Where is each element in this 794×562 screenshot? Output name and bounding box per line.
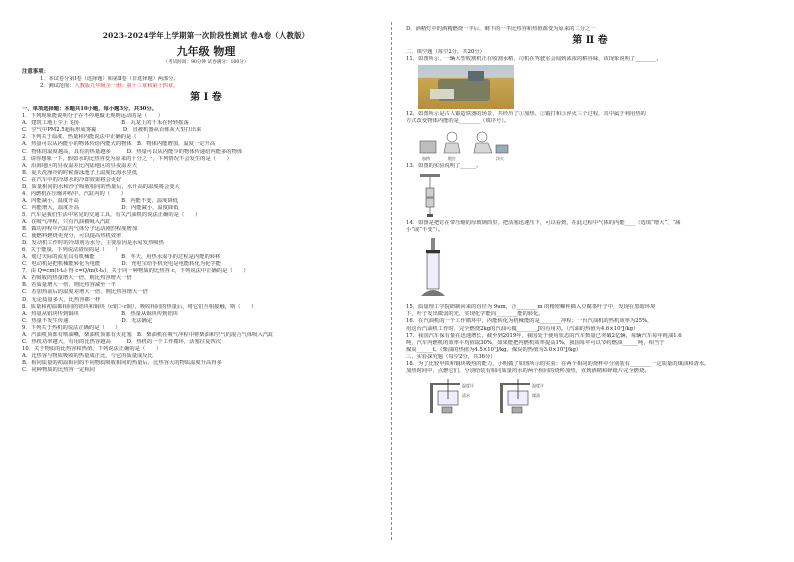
part1-line: D．发动机工作时的冷却剂为水分，主要原因是水易发热吸热 [22,240,164,247]
q15-line-2: 下，叶子发出微弱的光，实现化学能向________能的转化。 [406,311,544,318]
part1-title: 第 Ⅰ 卷 [190,92,222,104]
q18-figure [418,377,774,415]
forging-illustration [418,127,510,161]
part1-line: A．划过天际的流星具有机械能 B．冬天，用热水湿手的过程是内能的转移 [22,254,221,261]
part1-line: D．无论质量多大，比热容都一样 [22,296,101,303]
part1-line: C．若加热前后的温度差增大一倍，则比热容增大一倍 [22,289,148,296]
part1-line: 1．下列现象能说明分子在不停地做无规则运动的是（ ） [22,113,164,120]
part1-line: 8．质量和初温都相同的铝块和铜块（c铝＞c铜），吸收相同的热量后，将它们互相接触，则（ ） [22,303,257,310]
part1-line: B．做功冲程中汽缸内气体分子运动剧烈程度增加 [22,226,138,233]
part1-line: D．质量相同的水和沙子吸收相同的热量后，水升高的温度将会变大 [22,183,180,190]
q18-line-1: 18．为了比较甲铁和铜块吸热的能力，小明做了如图所示的实验：在两个相同的烧杯中分别装有________一定质量的煤油和清水。 [406,360,710,367]
notes-title: 注意事项： [22,69,49,76]
fig12-label-quench: 淬火 [496,156,504,162]
part1-line: C．内能增大，温度升高 D．内能减小，温度降低 [22,204,179,211]
part1-line: 10．关于物质的比热容和热值，下列说法正确的是（ ） [22,345,162,352]
q10-option-d: D．酒精灯中的酒精燃烧一半后，剩下的一半比热容和热值都变为原来的二分之一 [406,26,596,32]
q16-line-1: 16．在汽油机的一个工作循环中，内能转化为机械能的是________冲程；一台汽油机的热机效率为25%， [406,318,653,325]
section-head-experiment: 三、实验探究题（每空2分，共36分） [406,353,496,360]
part1-line: A．建筑工地上尘土飞扬 B．丸龙上的千禾在轻轻摇荡 [22,120,189,127]
part1-line: A．热量可以从内能小的物体传给内能大的物体 B．物体内能增加，温度一定升高 [22,141,216,148]
q18-line-2: 加热时间中，点燃它们，分别给装有相同质量的水的两个相同的烧杯加热，直到酒精和碎纸片完全燃烧。 [406,367,650,374]
fig18-label-kerosene: 煤油 [532,392,540,398]
part1-line: A．若吸收的热量增大一倍，则比热容增大一倍 [22,275,132,282]
lead-blocks-diagram [418,172,442,218]
part1-line: A．内能减小，温度升高 B．内能不变，温度降低 [22,197,179,204]
part1-line: A．热量从铝块传到铜块 B．热量从铜块传到铝块 [22,310,179,317]
q12-figure [418,127,774,161]
q11: 11．如图所示，一辆大型收割机正在收割水稻，司机在驾驶室会闻到浓浓的稻谷味，该现象说明了________。 [406,56,662,63]
part1-line: A．沿海地区的昼夜温差比内陆地区的昼夜温差大 [22,162,138,169]
note-item-2 [22,83,390,90]
harvester-image [438,79,490,101]
part1-line: 4．内燃机在压缩冲程中，汽缸内的（ ） [22,190,127,197]
part1-line: B．相同质量的初温相同的不同物质吸收相同的热量后，比热容大的物质温度升高得多 [22,359,222,366]
part1-line: B．夏天洗澡冷的时候游泳池子上温度比海水里低 [22,169,138,176]
burning-experiment-diagram [418,377,568,415]
part1-line: 3．请你想象一下，假如水的比热容变为原来的十分之一，下列情况不会发生的是（ ） [22,155,232,162]
fig12-label-forge: 锻打 [448,156,456,162]
fig12-label-heat: 加热 [422,156,430,162]
section-head-choice: 一、单项选择题：本题共10小题，每小题3分，共30分。 [22,106,157,113]
column-divider [391,22,392,540]
right-column [406,26,774,417]
part1-line: 5．汽车是我们生活中常见的交通工具，有关汽油机的说法正确的是（ ） [22,211,201,218]
part1-line: 9．下列关于热机的说法正确的是（ ） [22,324,121,331]
part2-title: 第 Ⅱ 卷 [572,35,608,47]
fig18-label-water: 清水 [462,392,470,398]
q15-line-1: 15．质量理工学院研制回来的直径为 9um，合________m 的精密螺栓插入豆腐茶叶子中，发现在黑暗环境 [406,304,656,311]
part1-line: C．热量不发生传递 D．无法确定 [22,317,153,324]
q13: 13．如图的实验说明了______。 [406,163,482,170]
q14-figure [418,236,774,302]
part1-line: C．物体的温度越高，具有的热量越多 D．热量可以从内能少的物体传递给内能多的物体 [22,148,243,155]
q17-line-2: 吨，汽车内燃机的效率平均值取30%，如果能把内燃机效率提高1%，我国每年可以节约燃油______吨，相当于 [406,339,665,346]
fig18-label-thermometer-2: 温度计 [532,382,544,388]
part1-line: 7．由 Q=cm(t-t₀) 得 c=Q/m(t-t₀)，关于同一种物质的比热容 c，下列说法中正确的是（ ） [22,268,249,275]
left-column [22,26,390,374]
q12-line-2: 方式改变物体内能的是________（填序号）。 [406,118,510,125]
part1-line: C．空气中PM2.5超标形成雾霾 D．冒被机器从百炼灰大里打出来 [22,127,202,134]
note-range-value: 人教版九年级全一册：第十三章和第十四章。 [74,83,179,90]
q13-figure [418,172,774,218]
subject-title: 九年级 物理 [176,45,236,59]
part1-line: C．在汽车中的冷却水的冷却效果将会更好 [22,176,122,183]
section-head-fill: 二、填空题（每空2分，共20分） [406,49,485,56]
part1-line: A．比热容与物质吸收的热量成正比，与它的质量成反比 [22,352,153,359]
q12-line-1: 12．如图所示是古人锻造铁器的场景，共经历了①加热、②锻打和③淬火三个过程，其中属于利用热的 [406,111,646,118]
part1-line: C．热机功率越大，有用的比热容越高 D．热机的一个工作循环，活塞往复四次 [22,338,221,345]
part1-line: 2．下列关于温度、热量和内能说法中正确的是（ ） [22,134,153,141]
q16-line-2: 用这台汽油机工作时，完全燃烧2kg的汽油可做________J的有用功。（汽油的热值为4.6×10⁷J/kg） [406,325,639,332]
note-range-label: 2．测试范围： [40,83,75,90]
part1-questions [22,113,390,374]
q17-line-1: 17．我国汽车保有量在迅速增长，截至到2019年，我国处于使用状态的汽车数量已突破2亿辆，每辆汽车每年耗油1.6 [406,332,682,339]
harvester-photo [418,65,514,109]
part1-line: A．在吸气冲程，只有汽油被吸入汽缸 [22,218,111,225]
exam-title: 2023-2024学年上学期第一次阶段性测试 卷A卷（人教版） [102,31,310,40]
part1-line: C．使燃料燃烧更充分，可以提高热机效率 [22,233,122,240]
q14-line-2: 小”或“不变”）。 [406,227,444,234]
q17-line-3: 煤炭______t。（柴油的热值为4.5×10⁷J/kg，煤炭的热值为3.0×10⁷J/kg） [406,346,582,353]
fig18-label-thermometer-1: 温度计 [462,382,474,388]
exam-meta: （考试时间：90分钟 试卷满分：100分） [163,60,249,66]
note-item-1: 1．本试卷分第Ⅰ卷（选择题）和第Ⅱ卷（非选择题）两部分。 [40,76,179,83]
air-piston-diagram [418,236,448,302]
q14-line-1: 14．如图是把钉在带压缩的厚玻璃筒里，把活塞迅速压下，可以看到，在此过程中气体的内能____（选填“增大”、“减 [406,220,681,227]
part1-line: 6．关于能量，下列说法错误的是（ ） [22,247,121,254]
part1-line: C．电动机是把机械能转化为电能 D．充电宝给手机充电是电能转化为化学能 [22,261,221,268]
part1-line: B．若质量增大一倍，则比热容减至一半 [22,282,116,289]
part1-line: A．汽油机顶部有喷油嘴，柴油机顶部有火花塞 B．柴油机在吸气冲程中将柴油和空气的混合气体吸入汽缸 [22,331,274,338]
part1-line: C．同种物质的比热容一定相同 [22,366,95,373]
